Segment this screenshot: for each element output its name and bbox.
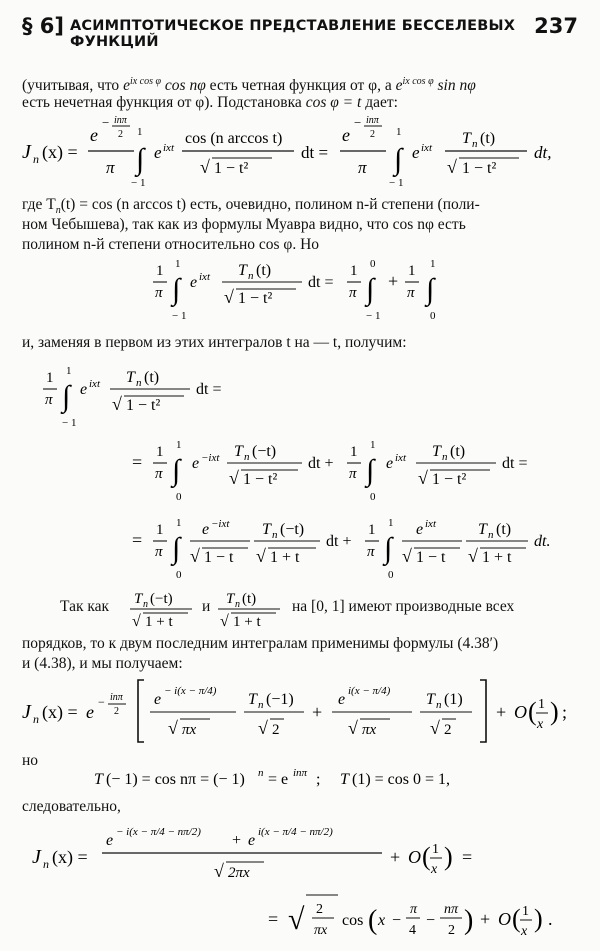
svg-text:1 − t²: 1 − t² — [243, 471, 278, 488]
svg-text:1: 1 — [396, 126, 402, 138]
svg-text:1 − t²: 1 − t² — [462, 160, 497, 177]
text-line-1: (учитывая, что $e^{ix cos \varphi}$ cos nφ есть четная функция от φ, а $e^{ix cos \varphi}$ sin nφ — [22, 76, 476, 95]
svg-text:): ) — [534, 904, 543, 933]
svg-text:e: e — [154, 691, 162, 708]
svg-text:e: e — [202, 521, 210, 538]
svg-text:T: T — [478, 521, 487, 538]
svg-text:n: n — [136, 377, 142, 389]
svg-text:T: T — [226, 591, 235, 607]
svg-text:(x) =: (x) = — [42, 142, 78, 162]
svg-text:√: √ — [220, 613, 229, 630]
svg-text:+: + — [390, 847, 401, 867]
svg-text:dt.: dt. — [534, 533, 551, 550]
svg-text:+: + — [312, 702, 323, 722]
svg-text:−: − — [426, 912, 436, 929]
svg-text:π: π — [155, 466, 163, 482]
svg-text:√: √ — [258, 718, 268, 738]
svg-text:n: n — [43, 857, 49, 871]
svg-text:1: 1 — [156, 444, 164, 460]
svg-text:√: √ — [256, 546, 266, 566]
svg-text:√: √ — [447, 157, 457, 177]
svg-text:): ) — [550, 697, 559, 726]
svg-text:+: + — [480, 909, 491, 929]
svg-text:1: 1 — [408, 263, 416, 279]
svg-text:T: T — [94, 771, 103, 788]
svg-text:1: 1 — [538, 697, 545, 712]
svg-text:πx: πx — [314, 923, 328, 938]
svg-text:π: π — [155, 285, 163, 301]
text-line-12c: на [0, 1] имеют производные всех — [292, 598, 515, 615]
svg-text:O: O — [408, 847, 421, 867]
svg-text:1 + t: 1 + t — [482, 549, 512, 566]
svg-text:1: 1 — [350, 444, 358, 460]
svg-text:J: J — [22, 701, 31, 723]
svg-text:2: 2 — [114, 706, 119, 717]
svg-text:1 − t²: 1 − t² — [126, 397, 161, 414]
svg-text:−: − — [392, 912, 402, 929]
svg-text:2: 2 — [370, 129, 375, 140]
svg-text:π: π — [106, 158, 115, 177]
svg-text:(: ( — [422, 842, 431, 871]
svg-text:.: . — [548, 909, 553, 929]
svg-text:dt =: dt = — [502, 455, 528, 472]
svg-text:T: T — [134, 591, 143, 607]
text-line-12a: Так как — [60, 598, 110, 615]
svg-text:1 + t: 1 + t — [270, 549, 300, 566]
svg-text:+: + — [388, 271, 399, 291]
svg-text:e: e — [248, 832, 256, 849]
svg-text:i(x − π/4 − nπ/2): i(x − π/4 − nπ/2) — [258, 826, 333, 838]
svg-text:1: 1 — [137, 126, 143, 138]
svg-text:∫: ∫ — [366, 273, 375, 306]
svg-text:O: O — [514, 702, 527, 722]
svg-text:1 − t: 1 − t — [416, 549, 446, 566]
svg-text:1 − t²: 1 − t² — [214, 160, 249, 177]
svg-text:(: ( — [368, 905, 378, 936]
svg-text:e: e — [338, 691, 346, 708]
svg-text:∫: ∫ — [172, 273, 181, 306]
svg-text:π: π — [367, 544, 375, 560]
svg-text:e: e — [342, 125, 350, 145]
svg-text:(x) =: (x) = — [52, 847, 88, 867]
page-number: 237 — [534, 14, 578, 38]
svg-text:π: π — [349, 466, 357, 482]
svg-text:(t): (t) — [450, 443, 466, 460]
inline-frac-Tn-neg — [128, 588, 198, 630]
svg-text:1: 1 — [522, 904, 529, 919]
svg-text:0: 0 — [388, 569, 394, 581]
svg-text:(−t): (−t) — [280, 521, 305, 538]
text-line-8: и, заменяя в первом из этих интегралов t на — t, получим: — [22, 334, 407, 351]
svg-text:e: e — [90, 125, 98, 145]
svg-text:− 1: − 1 — [172, 310, 187, 322]
svg-text:): ) — [464, 905, 474, 936]
inline-formula-cos: $e^{ix cos \varphi}$ cos nφ — [123, 76, 206, 95]
svg-text:(: ( — [528, 697, 537, 726]
svg-text:4: 4 — [409, 923, 416, 938]
equation-4 — [22, 672, 582, 752]
svg-text:cos (n arccos t): cos (n arccos t) — [185, 130, 283, 147]
svg-text:n: n — [472, 138, 478, 150]
svg-text:∫: ∫ — [384, 532, 393, 565]
svg-text:0: 0 — [176, 569, 182, 581]
svg-text:1: 1 — [176, 439, 182, 451]
svg-text:e: e — [192, 455, 200, 472]
svg-text:−ixt: −ixt — [211, 518, 230, 530]
svg-text:π: π — [349, 285, 357, 301]
svg-text:(−1): (−1) — [266, 691, 294, 708]
svg-text:(t): (t) — [480, 130, 496, 147]
svg-text:cos: cos — [342, 912, 364, 929]
svg-text:2: 2 — [316, 902, 323, 917]
svg-text:ixt: ixt — [89, 378, 100, 390]
svg-text:−: − — [354, 115, 362, 130]
svg-text:n: n — [248, 270, 254, 282]
svg-text:inπ: inπ — [114, 115, 127, 126]
svg-text:πx: πx — [362, 722, 377, 738]
svg-text:0: 0 — [430, 310, 436, 322]
svg-text:;: ; — [316, 771, 321, 788]
svg-text:n: n — [258, 699, 264, 711]
svg-text:J: J — [22, 141, 31, 163]
svg-text:1: 1 — [46, 370, 54, 386]
svg-text:ixt: ixt — [163, 142, 174, 154]
svg-text:−: − — [98, 695, 105, 709]
svg-text:π: π — [155, 544, 163, 560]
svg-text:(−t): (−t) — [252, 443, 277, 460]
svg-text:πx: πx — [182, 722, 197, 738]
svg-text:1: 1 — [430, 258, 436, 270]
svg-text:1 − t²: 1 − t² — [432, 471, 467, 488]
svg-text:e: e — [386, 455, 394, 472]
svg-text:inπ: inπ — [293, 767, 308, 779]
svg-text:T: T — [432, 443, 441, 460]
svg-text:e: e — [154, 143, 162, 162]
svg-text:√: √ — [418, 468, 428, 488]
text-line-18: следовательно, — [22, 798, 121, 815]
svg-text:n: n — [235, 599, 240, 610]
svg-text:2: 2 — [448, 923, 455, 938]
svg-text:inπ: inπ — [366, 115, 379, 126]
chapter-title: АСИМПТОТИЧЕСКОЕ ПРЕДСТАВЛЕНИЕ БЕССЕЛЕВЫХ ФУНКЦИЙ — [70, 18, 516, 50]
section-number: § 6] — [22, 14, 65, 38]
svg-text:n: n — [143, 599, 148, 610]
svg-text:√: √ — [229, 468, 239, 488]
svg-text:): ) — [444, 842, 453, 871]
svg-text:(1) = cos 0 = 1,: (1) = cos 0 = 1, — [352, 771, 451, 788]
svg-text:ixt: ixt — [395, 452, 406, 464]
svg-text:T: T — [248, 691, 257, 708]
svg-text:n: n — [488, 529, 494, 541]
svg-text:T: T — [426, 691, 435, 708]
svg-text:T: T — [340, 771, 349, 788]
svg-text:−ixt: −ixt — [201, 452, 220, 464]
svg-text:i(x − π/4): i(x − π/4) — [348, 685, 391, 697]
svg-text:0: 0 — [370, 491, 376, 503]
svg-text:1 + t: 1 + t — [145, 614, 173, 630]
svg-text:∫: ∫ — [394, 143, 403, 176]
svg-text:1: 1 — [388, 517, 394, 529]
svg-text:+: + — [232, 832, 242, 849]
svg-text:= e: = e — [268, 771, 289, 788]
svg-text:ixt: ixt — [199, 271, 210, 283]
svg-text:;: ; — [562, 702, 568, 722]
svg-text:e: e — [106, 832, 114, 849]
text-line-12b: и — [202, 598, 211, 615]
svg-text:(: ( — [512, 904, 521, 933]
text-line-4: где $T_n(t) = \cos (n$ arccos t) есть, очевидно, полином n-й степени (поли- — [22, 196, 480, 217]
svg-text:dt,: dt, — [534, 143, 552, 162]
equation-6 — [22, 815, 592, 947]
svg-text:√: √ — [402, 546, 412, 566]
svg-text:dt =: dt = — [308, 274, 334, 291]
inline-frac-Tn — [216, 588, 286, 630]
svg-text:n: n — [258, 767, 264, 779]
svg-text:∫: ∫ — [172, 454, 181, 487]
running-header — [22, 14, 578, 50]
svg-text:∫: ∫ — [136, 143, 145, 176]
svg-text:x: x — [537, 717, 544, 732]
svg-text:1: 1 — [370, 439, 376, 451]
svg-text:e: e — [416, 521, 424, 538]
svg-text:2πx: 2πx — [228, 865, 250, 881]
svg-text:√: √ — [348, 718, 358, 738]
svg-text:1: 1 — [175, 258, 181, 270]
svg-text:1: 1 — [368, 522, 376, 538]
svg-text:1: 1 — [350, 263, 358, 279]
svg-text:=: = — [268, 909, 279, 929]
svg-text:√: √ — [288, 903, 305, 936]
svg-text:(t): (t) — [144, 369, 160, 386]
svg-text:x: x — [431, 862, 438, 877]
equation-3 — [22, 360, 582, 585]
svg-text:2: 2 — [118, 129, 123, 140]
svg-text:π: π — [410, 902, 418, 917]
svg-text:− i(x − π/4 − nπ/2): − i(x − π/4 − nπ/2) — [116, 826, 201, 838]
svg-text:e: e — [190, 274, 198, 291]
svg-text:− 1: − 1 — [389, 177, 404, 189]
svg-text:T: T — [126, 369, 135, 386]
svg-text:(x) =: (x) = — [42, 702, 78, 722]
svg-text:n: n — [33, 152, 39, 166]
svg-text:J: J — [32, 846, 41, 868]
svg-text:− 1: − 1 — [366, 310, 381, 322]
svg-text:(−t): (−t) — [150, 591, 173, 607]
svg-text:ixt: ixt — [425, 518, 436, 530]
svg-text:1 − t²: 1 − t² — [238, 290, 273, 307]
svg-text:dt +: dt + — [308, 455, 334, 472]
svg-text:T: T — [238, 262, 247, 279]
text-line-14: и (4.38), и мы получаем: — [22, 655, 183, 672]
svg-text:∫: ∫ — [426, 273, 435, 306]
svg-text:n: n — [33, 712, 39, 726]
svg-text:=: = — [132, 530, 143, 550]
svg-text:π: π — [407, 285, 415, 301]
svg-text:1 − t: 1 − t — [204, 549, 234, 566]
svg-text:n: n — [244, 451, 250, 463]
svg-text:0: 0 — [370, 258, 376, 270]
svg-text:1: 1 — [176, 517, 182, 529]
svg-text:=: = — [132, 452, 143, 472]
svg-text:√: √ — [168, 718, 178, 738]
svg-text:dt =: dt = — [301, 143, 329, 162]
svg-text:√: √ — [430, 718, 440, 738]
svg-text:n: n — [272, 529, 278, 541]
svg-text:∫: ∫ — [62, 380, 71, 413]
svg-text:− 1: − 1 — [62, 417, 77, 429]
svg-text:=: = — [462, 847, 473, 867]
svg-text:−: − — [102, 115, 110, 130]
svg-text:π: π — [358, 158, 367, 177]
svg-text:(− 1) = cos nπ = (− 1): (− 1) = cos nπ = (− 1) — [106, 771, 245, 788]
svg-text:e: e — [412, 143, 420, 162]
svg-text:(1): (1) — [444, 691, 463, 708]
text-line-13: порядков, то к двум последним интегралам применимы формулы (4.38′) — [22, 635, 499, 652]
svg-text:T: T — [234, 443, 243, 460]
equation-2 — [150, 255, 470, 330]
text-line-6: полином n-й степени относительно cos φ. Но — [22, 236, 320, 253]
svg-text:x: x — [378, 912, 386, 929]
svg-text:e: e — [80, 381, 88, 398]
inline-formula-sin: $e^{ix cos \varphi}$ sin nφ — [395, 76, 476, 95]
svg-text:T: T — [462, 130, 471, 147]
svg-text:1: 1 — [156, 263, 164, 279]
svg-text:− 1: − 1 — [131, 177, 146, 189]
svg-text:1: 1 — [156, 522, 164, 538]
svg-text:1: 1 — [66, 365, 72, 377]
svg-text:dt =: dt = — [196, 381, 222, 398]
svg-text:π: π — [45, 392, 53, 408]
svg-text:ixt: ixt — [421, 142, 432, 154]
svg-text:O: O — [498, 909, 511, 929]
svg-text:√: √ — [190, 546, 200, 566]
svg-text:√: √ — [468, 546, 478, 566]
svg-text:n: n — [436, 699, 442, 711]
svg-text:2: 2 — [272, 722, 280, 738]
svg-text:√: √ — [112, 394, 122, 414]
svg-text:T: T — [262, 521, 271, 538]
text-line-5: ном Чебышева), так как из формулы Муавра видно, что cos nφ есть — [22, 216, 466, 233]
svg-text:√: √ — [132, 613, 141, 630]
svg-text:(t): (t) — [242, 591, 257, 607]
svg-text:∫: ∫ — [172, 532, 181, 565]
svg-text:x: x — [521, 924, 528, 939]
svg-text:(t): (t) — [256, 262, 272, 279]
svg-text:∫: ∫ — [366, 454, 375, 487]
svg-text:e: e — [86, 702, 94, 722]
svg-text:inπ: inπ — [110, 692, 123, 703]
svg-text:√: √ — [224, 287, 234, 307]
svg-text:n: n — [442, 451, 448, 463]
svg-text:√: √ — [214, 861, 224, 881]
svg-text:1 + t: 1 + t — [233, 614, 261, 630]
svg-text:+: + — [496, 702, 507, 722]
svg-text:0: 0 — [176, 491, 182, 503]
text-line-16: но — [22, 752, 39, 769]
svg-text:− i(x − π/4): − i(x − π/4) — [164, 685, 217, 697]
svg-text:√: √ — [200, 157, 210, 177]
svg-text:dt +: dt + — [326, 533, 352, 550]
equation-5 — [94, 764, 514, 796]
svg-text:nπ: nπ — [444, 902, 459, 917]
text-line-2: есть нечетная функция от φ). Подстановка cos φ = t дает: — [22, 94, 398, 111]
svg-text:1: 1 — [432, 842, 439, 857]
svg-text:(t): (t) — [496, 521, 512, 538]
equation-1 — [22, 113, 582, 193]
svg-text:2: 2 — [444, 722, 452, 738]
